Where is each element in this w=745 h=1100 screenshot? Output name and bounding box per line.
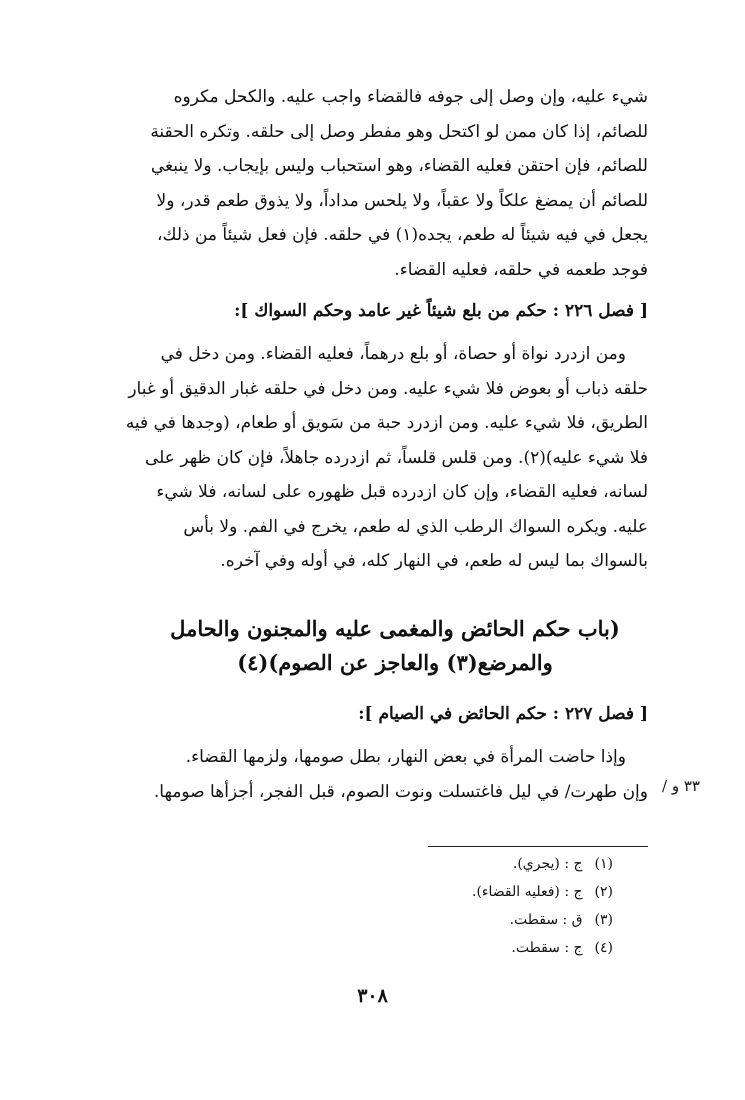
text-line: ومن ازدرد نواة أو حصاة، أو بلع درهماً، فعليه القضاء. ومن دخل في (160, 344, 626, 364)
footnote (380, 852, 613, 876)
section-heading-227: [ فصل ٢٢٧ : حكم الحائض في الصيام ]: (358, 704, 648, 724)
footnote (380, 936, 613, 960)
footnote-number: (٢) (594, 884, 613, 900)
paragraph-226 (90, 337, 648, 579)
footnote-separator (428, 846, 648, 847)
footnote-number: (١) (594, 856, 613, 872)
footnote (380, 880, 613, 904)
paragraph-intro (90, 80, 648, 287)
chapter-title-line: (باب حكم الحائض والمغمى عليه والمجنون والحامل (170, 616, 620, 641)
footnote-text: ج : سقطت. (511, 940, 583, 956)
paragraph-227 (90, 740, 648, 809)
text-line: لسانه، فعليه القضاء، وإن كان ازدرده قبل ظهوره على لسانه، فلا شيء (156, 482, 648, 502)
text-line: يجعل في فيه شيئاً له طعم، يجده(١) في حلقه. فإن فعل شيئاً من ذلك، (157, 225, 648, 245)
text-line: وإن طهرت/ في ليل فاغتسلت ونوت الصوم، قبل الفجر، أجزأها صومها. (153, 781, 648, 802)
text-line: للصائم أن يمضغ علكاً ولا عقباً، ولا يلحس مداداً، ولا يذوق طعم قدر، ولا (156, 190, 648, 211)
chapter-title (90, 612, 700, 680)
footnote-number: (٤) (594, 940, 613, 956)
text-line: للصائم، إذا كان ممن لو اكتحل وهو مفطر وصل إلى حلقه. وتكره الحقنة (150, 121, 648, 142)
footnote-text: ج : (يجري). (512, 856, 583, 872)
section-heading-226: [ فصل ٢٢٦ : حكم من بلع شيئاً غير عامد وحكم السواك ]: (234, 301, 648, 321)
text-line: فوجد طعمه في حلقه، فعليه القضاء. (394, 259, 648, 280)
text-line: بالسواك بما ليس له طعم، في النهار كله، في أوله وفي آخره. (220, 551, 648, 571)
footnote (380, 908, 613, 932)
text-line: وإذا حاضت المرأة في بعض النهار، بطل صومها، ولزمها القضاء. (185, 747, 626, 767)
text-line: للصائم، فإن احتقن فعليه القضاء، وهو استحباب وليس بإيجاب. ولا ينبغي (150, 156, 648, 176)
footnote-text: ق : سقطت. (509, 912, 583, 928)
chapter-title-line: والمرضع(٣) والعاجز عن الصوم)(٤) (237, 650, 553, 675)
text-line: شيء عليه، وإن وصل إلى جوفه فالقضاء واجب عليه. والكحل مكروه (173, 87, 648, 107)
footnote-number: (٣) (594, 912, 613, 928)
page-number: ٣٠٨ (357, 985, 388, 1007)
text-line: الطريق، فلا شيء عليه. ومن ازدرد حبة من سَويق أو طعام، (وجدها في فيه (125, 413, 648, 433)
text-line: فلا شيء عليه)(٢). ومن قلس قلساً، ثم ازدرده جاهلاً، فإن كان ظهر على (144, 447, 648, 468)
folio-marker: ٣٣ و / (662, 777, 700, 795)
text-line: حلقه ذباب أو بعوض فلا شيء عليه. ومن دخل في حلقه غبار الدقيق أو غبار (128, 378, 648, 399)
footnote-text: ج : (فعليه القضاء). (472, 884, 583, 900)
text-line: عليه. ويكره السواك الرطب الذي له طعم، يخرج في الفم. ولا بأس (183, 516, 648, 537)
